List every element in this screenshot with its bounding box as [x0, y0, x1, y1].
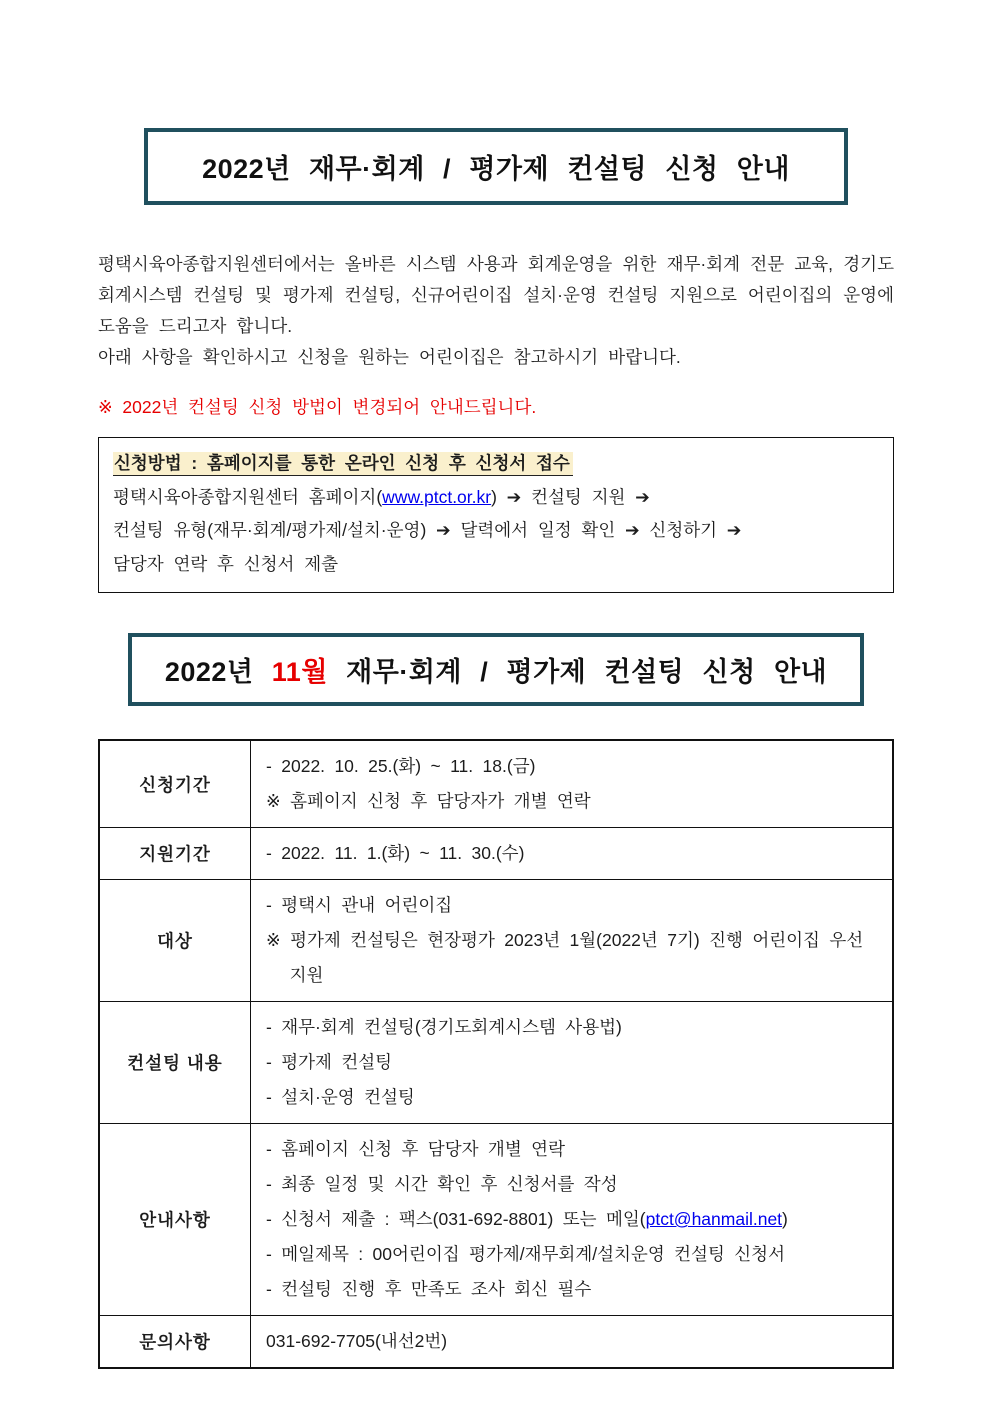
- main-title: 2022년 재무·회계 / 평가제 컨설팅 신청 안내: [202, 154, 790, 184]
- application-method-box: [98, 437, 894, 593]
- table-line: - 설치·운영 컨설팅: [266, 1087, 415, 1107]
- change-notice: ※ 2022년 컨설팅 신청 방법이 변경되어 안내드립니다.: [98, 397, 537, 417]
- table-line: ※ 홈페이지 신청 후 담당자가 개별 연락: [266, 791, 591, 811]
- row-content-consulting-content: [251, 1002, 894, 1124]
- method-line2-pre: 평택시육아종합지원센터 홈페이지(: [113, 486, 383, 507]
- method-title-highlight: 신청방법 : 홈페이지를 통한 온라인 신청 후 신청서 접수: [113, 452, 573, 476]
- table-row-target: [99, 880, 893, 1002]
- method-line2-post: ) ➔ 컨설팅 지원 ➔: [491, 486, 650, 507]
- submission-line: [266, 1202, 880, 1237]
- table-line: - 최종 일정 및 시간 확인 후 신청서를 작성: [266, 1174, 618, 1194]
- table-line: - 홈페이지 신청 후 담당자 개별 연락: [266, 1139, 565, 1159]
- row-label-support-period: 지원기간: [99, 828, 251, 880]
- row-label-consulting-content: 컨설팅 내용: [99, 1002, 251, 1124]
- row-content-target: [251, 880, 894, 1002]
- table-line: - 2022. 10. 25.(화) ~ 11. 18.(금): [266, 756, 536, 776]
- submission-line-pre: - 신청서 제출 : 팩스(031-692-8801) 또는 메일(: [266, 1209, 646, 1229]
- table-row-apply-period: [99, 740, 893, 828]
- intro-paragraph-2: 아래 사항을 확인하시고 신청을 원하는 어린이집은 참고하시기 바랍니다.: [98, 347, 681, 367]
- table-line: - 평택시 관내 어린이집: [266, 895, 453, 915]
- month-title: [136, 650, 856, 689]
- row-content-apply-period: [251, 740, 894, 828]
- info-table: [98, 739, 894, 1369]
- table-line: - 재무·회계 컨설팅(경기도회계시스템 사용법): [266, 1017, 622, 1037]
- table-row-guidance: [99, 1124, 893, 1316]
- month-title-post: 재무·회계 / 평가제 컨설팅 신청 안내: [327, 657, 828, 687]
- table-line: - 메일제목 : 00어린이집 평가제/재무회계/설치운영 컨설팅 신청서: [266, 1244, 785, 1264]
- table-line: - 컨설팅 진행 후 만족도 조사 회신 필수: [266, 1279, 592, 1299]
- table-row-support-period: [99, 828, 893, 880]
- table-line: ※ 평가제 컨설팅은 현장평가 2023년 1월(2022년 7기) 진행 어린이집 우선 지원: [266, 930, 864, 985]
- row-label-apply-period: 신청기간: [99, 740, 251, 828]
- row-content-support-period: [251, 828, 894, 880]
- website-link[interactable]: www.ptct.or.kr: [382, 486, 492, 507]
- row-content-inquiry: [251, 1316, 894, 1369]
- method-step-line-1: [113, 481, 879, 515]
- method-step-line-3: 담당자 연락 후 신청서 제출: [113, 553, 339, 574]
- month-title-box: [128, 633, 864, 706]
- table-line: - 평가제 컨설팅: [266, 1052, 393, 1072]
- main-title-box: [144, 128, 848, 205]
- method-title-line: [113, 447, 879, 481]
- intro-paragraph-1: 평택시육아종합지원센터에서는 올바른 시스템 사용과 회계운영을 위한 재무·회계 전문 교육, 경기도회계시스템 컨설팅 및 평가제 컨설팅, 신규어린이집 설치·운영 컨설팅 지원으로 어린이집의 운영에 도움을 드리고자 합니다.: [98, 254, 894, 336]
- row-label-guidance: 안내사항: [99, 1124, 251, 1316]
- method-step-line-2: 컨설팅 유형(재무·회계/평가제/설치·운영) ➔ 달력에서 일정 확인 ➔ 신청하기 ➔: [113, 520, 742, 540]
- phone-number: 031-692-7705(내선2번): [266, 1331, 448, 1351]
- table-line: - 2022. 11. 1.(화) ~ 11. 30.(수): [266, 843, 525, 863]
- table-row-consulting-content: [99, 1002, 893, 1124]
- month-title-pre: 2022년: [164, 657, 272, 687]
- row-label-inquiry: 문의사항: [99, 1316, 251, 1369]
- email-link[interactable]: ptct@hanmail.net: [645, 1209, 783, 1229]
- table-row-inquiry: [99, 1316, 893, 1369]
- submission-line-post: ): [782, 1209, 788, 1229]
- row-content-guidance: [251, 1124, 894, 1316]
- month-highlight: 11월: [271, 657, 328, 687]
- row-label-target: 대상: [99, 880, 251, 1002]
